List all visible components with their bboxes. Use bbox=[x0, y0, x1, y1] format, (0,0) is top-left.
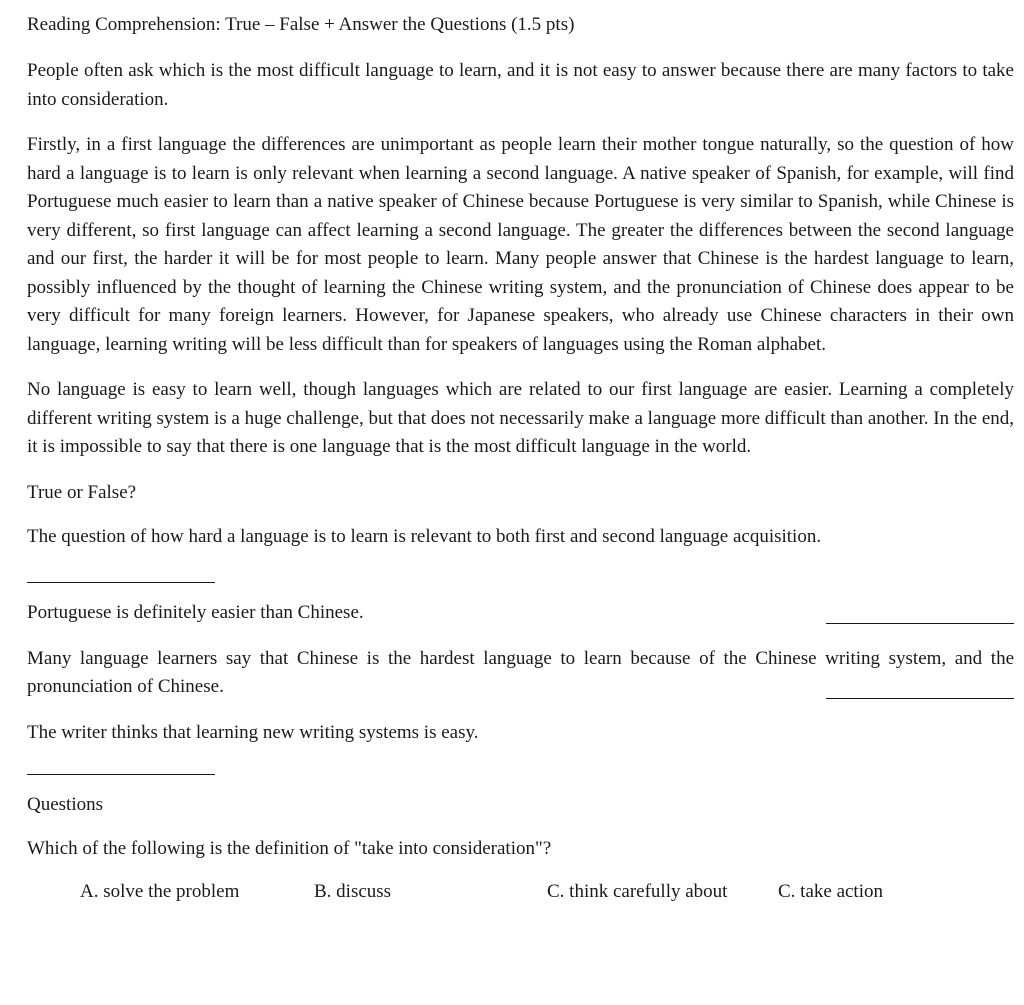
question-1-options bbox=[27, 878, 1014, 908]
true-false-heading: True or False? bbox=[27, 481, 137, 503]
answer-blank[interactable] bbox=[27, 581, 215, 583]
tf-statement-3 bbox=[27, 645, 1014, 702]
answer-blank[interactable] bbox=[826, 697, 1014, 699]
tf-statement-text: Portuguese is definitely easier than Chinese. bbox=[27, 602, 364, 623]
tf-statement-text: Many language learners say that Chinese is the hardest language to learn because of the Chinese writing system, and the pronunciation of Chinese. bbox=[27, 647, 1014, 697]
question-1-text: Which of the following is the definition of "take into consideration"? bbox=[27, 838, 552, 859]
tf-statement-text: The question of how hard a language is to learn is relevant to both first and second language acquisition. bbox=[27, 525, 822, 547]
option-b[interactable]: B. discuss bbox=[314, 880, 392, 902]
tf-statement-text: The writer thinks that learning new writing systems is easy. bbox=[27, 721, 479, 743]
option-c[interactable]: C. think carefully about bbox=[547, 880, 728, 902]
option-d[interactable]: C. take action bbox=[778, 880, 883, 902]
answer-blank[interactable] bbox=[826, 622, 1014, 624]
tf-statement-1 bbox=[27, 523, 1014, 584]
tf-statement-2 bbox=[27, 599, 1014, 628]
questions-heading: Questions bbox=[27, 794, 103, 815]
answer-blank[interactable] bbox=[27, 773, 215, 775]
passage-paragraph-2: Firstly, in a first language the differences are unimportant as people learn their mother tongue naturally, so the question of how hard a language is to learn is only relevant when learning a second language. A native speaker of Spanish, for example, will find Portuguese much easier to learn than a native speaker of Chinese because Portuguese is very similar to Spanish, while Chinese is very different, so first language can affect learning a second language. The greater the differences between the second language and our first, the harder it will be for most people to learn. Many people answer that Chinese is the hardest language to learn, possibly influenced by the thought of learning the Chinese writing system, and the pronunciation of Chinese does appear to be very difficult for many foreign learners. However, for Japanese speakers, who already use Chinese characters in their own language, learning writing will be less difficult than for speakers of languages using the Roman alphabet. bbox=[27, 134, 1014, 355]
worksheet bbox=[27, 11, 1014, 908]
option-a[interactable]: A. solve the problem bbox=[80, 880, 240, 902]
passage-paragraph-3: No language is easy to learn well, though languages which are related to our first language are easier. Learning a completely different writing system is a huge challenge, but that does not necessarily make a language more difficult than another. In the end, it is impossible to say that there is one language that is the most difficult language in the world. bbox=[27, 379, 1014, 457]
worksheet-title: Reading Comprehension: True – False + Answer the Questions (1.5 pts) bbox=[27, 14, 575, 35]
passage-paragraph-1: People often ask which is the most difficult language to learn, and it is not easy to answer because there are many factors to take into consideration. bbox=[27, 60, 1014, 110]
tf-statement-4 bbox=[27, 719, 1014, 776]
